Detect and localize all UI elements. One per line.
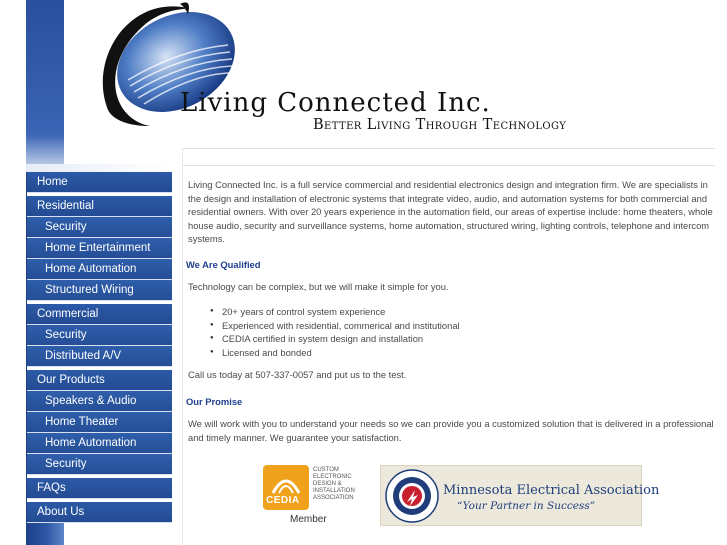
cedia-full-name: CUSTOM ELECTRONIC DESIGN & INSTALLATION ASSOCIATION	[313, 467, 355, 501]
cedia-member-badge	[263, 465, 360, 527]
list-item: ● Licensed and bonded	[210, 346, 460, 360]
intro-paragraph: Living Connected Inc. is a full service commercial and residential electronics design and integration firm. We are specialists in the design and installation of electronic systems that integrate video, audio, and automation systems for both commercial and residential owners. With over 20 years experience in the automation field, our areas of expertise include: home theaters, whole house audio, security and surveillance systems, home automation, structured wiring, lighting controls, telephone and intercom systems.	[188, 179, 713, 245]
company-name: Living Connected Inc.	[180, 88, 491, 118]
promise-text: We will work with you to understand your needs so we can provide you a customized solution that is delivered in a professional and timely manner. We guarantee your satisfaction.	[188, 418, 714, 443]
cedia-logo-icon	[263, 465, 309, 510]
qualified-heading: We Are Qualified	[186, 259, 261, 270]
list-item: ● 20+ years of control system experience	[210, 305, 460, 319]
nav-about-us[interactable]: About Us	[27, 502, 172, 523]
content-divider	[182, 148, 183, 545]
list-item: ● CEDIA certified in system design and installation	[210, 332, 460, 346]
mea-name: Minnesota Electrical Association	[443, 483, 660, 498]
nav-products-security[interactable]: Security	[27, 454, 172, 475]
left-strip-top	[26, 0, 64, 168]
nav-residential[interactable]: Residential	[27, 196, 172, 217]
qualification-list	[210, 305, 460, 359]
mea-slogan: “Your Partner in Success”	[457, 500, 596, 512]
nav-faqs[interactable]: FAQs	[27, 478, 172, 499]
nav-home-theater[interactable]: Home Theater	[27, 412, 172, 433]
list-item: ● Experienced with residential, commerical and institutional	[210, 319, 460, 333]
company-tagline: Better Living Through Technology	[313, 117, 567, 133]
strip-highlight	[26, 164, 172, 172]
mea-seal-icon	[385, 469, 439, 523]
nav-distributed-av[interactable]: Distributed A/V	[27, 346, 172, 367]
sidebar-nav	[27, 172, 172, 523]
nav-products-home-automation[interactable]: Home Automation	[27, 433, 172, 454]
nav-home[interactable]: Home	[27, 172, 172, 193]
nav-our-products[interactable]: Our Products	[27, 370, 172, 391]
cedia-wordmark: CEDIA	[266, 495, 300, 506]
content-top-bar	[182, 148, 715, 166]
mea-badge	[380, 465, 660, 526]
nav-commercial[interactable]: Commercial	[27, 304, 172, 325]
nav-speakers-audio[interactable]: Speakers & Audio	[27, 391, 172, 412]
qualified-text: Technology can be complex, but we will make it simple for you.	[188, 281, 449, 292]
nav-residential-security[interactable]: Security	[27, 217, 172, 238]
promise-heading: Our Promise	[186, 396, 243, 407]
site-header	[88, 0, 649, 136]
nav-commercial-security[interactable]: Security	[27, 325, 172, 346]
nav-home-entertainment[interactable]: Home Entertainment	[27, 238, 172, 259]
nav-home-automation[interactable]: Home Automation	[27, 259, 172, 280]
nav-structured-wiring[interactable]: Structured Wiring	[27, 280, 172, 301]
call-to-action: Call us today at 507-337-0057 and put us to the test.	[188, 369, 407, 380]
cedia-member-label: Member	[290, 514, 327, 525]
